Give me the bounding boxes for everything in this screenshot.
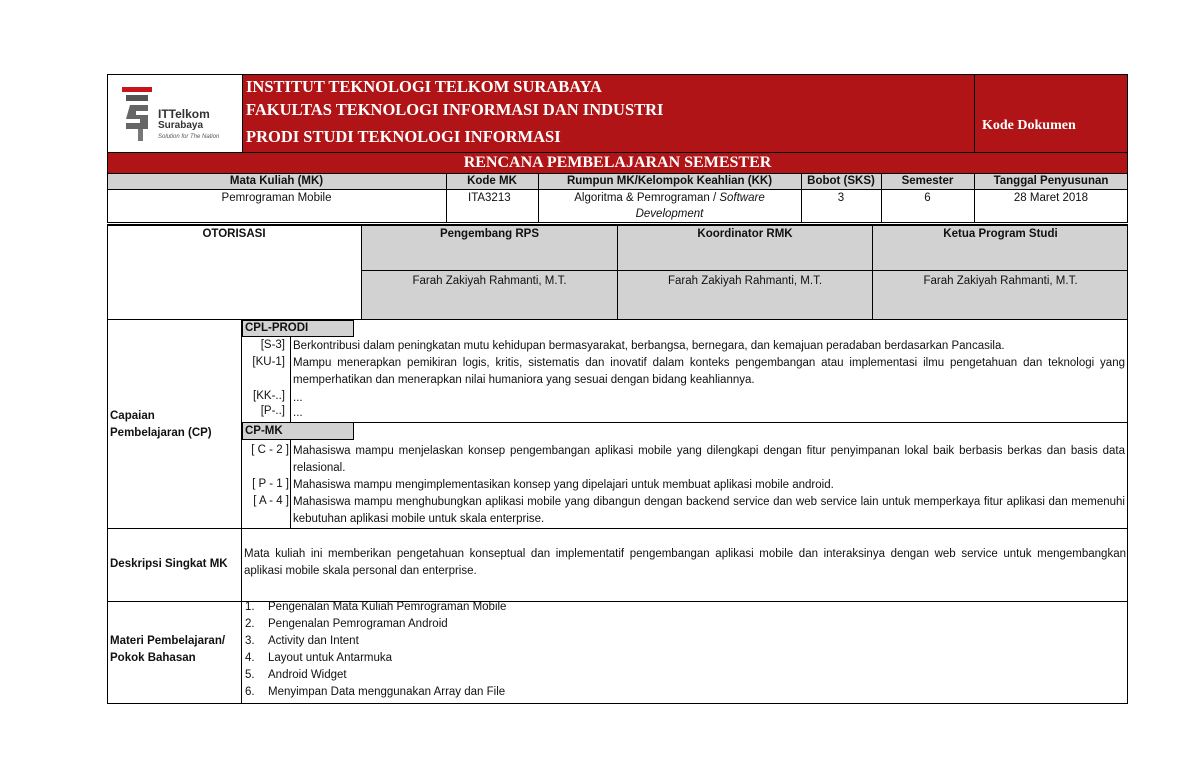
rps-title: RENCANA PEMBELAJARAN SEMESTER [463,154,772,171]
role-rmk-coordinator: Koordinator RMK [697,228,793,240]
cpmk-code: [ A - 4 ] [253,495,289,507]
cp-mk-label: CP-MK [245,425,283,437]
authorization-label: OTORISASI [202,228,266,240]
cpmk-text: Mahasiswa mampu mengimplementasikan konsep yang dipelajari untuk membuat aplikasi mobile android. [293,479,834,491]
cpl-code: [KU-1] [252,356,285,368]
material-item: Pengenalan Mata Kuliah Pemrograman Mobile [268,601,507,613]
course-name-value: Pemrograman Mobile [221,192,332,204]
cpl-code: [KK-..] [253,390,285,402]
material-number: 2. [245,618,255,630]
cpl-text: ... [293,392,303,404]
materials-section [107,601,1128,704]
header-course-credits: Bobot (SKS) [807,175,875,187]
course-cluster-value [538,192,801,204]
material-item: Layout untuk Antarmuka [268,652,393,664]
course-semester-value: 6 [924,192,931,204]
cpmk-text: Mahasiswa mampu menjelaskan konsep pengembangan aplikasi mobile yang dilengkapi dengan fitur penyimpanan lokal baik berbasis berkas dan basis data relasional. [293,445,1125,474]
material-item: Menyimpan Data menggunakan Array dan File [268,686,506,698]
cpl-prodi-label: CPL-PRODI [245,322,309,334]
material-item: Activity dan Intent [268,635,359,647]
course-cluster-text-a: Algoritma & Pemrograman / [574,192,720,204]
course-credits-value: 3 [837,192,845,204]
logo-brand: ITTelkom [158,107,210,121]
name-rps-developer: Farah Zakiyah Rahmanti, M.T. [412,275,567,287]
rps-banner [107,152,1128,174]
course-code-value: ITA3213 [468,192,511,204]
header-course-name: Mata Kuliah (MK) [229,175,324,187]
header-course-date: Tanggal Penyusunan [993,175,1109,187]
document-code-cell [974,74,1128,153]
cpmk-text: Mahasiswa mampu menghubungkan aplikasi mobile yang dibangun dengan backend service dan web service lain untuk memperkaya fitur aplikasi dan memenuhi kebutuhan aplikasi mobile untuk skala enterprise. [293,496,1125,525]
logo-city: Surabaya [158,120,204,131]
role-program-head: Ketua Program Studi [943,228,1058,240]
cpl-text: ... [293,407,303,419]
document-code-label: Kode Dokumen [982,118,1076,133]
cpl-text: Mampu menerapkan pemikiran logis, kritis, sistematis dan inovatif dalam konteks pengembangan atau implementasi ilmu pengetahuan dan teknologi yang memperhatikan dan menerapkan nilai humaniora yang sesuai dengan bidang keahliannya. [293,357,1125,386]
name-program-head: Farah Zakiyah Rahmanti, M.T. [923,275,1078,287]
description-label: Deskripsi Singkat MK [110,558,228,570]
material-number: 1. [245,601,255,613]
logo-cell [107,74,243,153]
cp-mk-header [242,422,354,440]
materials-label-line1: Materi Pembelajaran/ [110,635,226,647]
faculty-name: FAKULTAS TEKNOLOGI INFORMASI DAN INDUSTRI [246,100,664,119]
header-course-semester: Semester [901,175,954,187]
cpmk-code: [ P - 1 ] [252,478,289,490]
cpl-code: [S-3] [260,339,285,351]
program-name: PRODI STUDI TEKNOLOGI INFORMASI [246,127,561,146]
cpmk-code: [ C - 2 ] [251,444,289,456]
institute-name: INSTITUT TEKNOLOGI TELKOM SURABAYA [246,77,602,96]
cpl-prodi-header [242,320,354,337]
header-course-code: Kode MK [467,175,517,187]
cpl-code: [P-..] [260,405,285,417]
course-cluster-text-c: Development [635,208,704,220]
material-item: Pengenalan Pemrograman Android [268,618,448,630]
cpl-text: Berkontribusi dalam peningkatan mutu kehidupan bermasyarakat, berbangsa, bernegara, dan kemajuan peradaban berdasarkan Pancasila. [293,340,1005,352]
cp-label-line1: Capaian [110,410,155,422]
institution-header [242,74,975,153]
material-number: 4. [245,652,255,664]
header-course-cluster: Rumpun MK/Kelompok Keahlian (KK) [566,175,773,187]
description-text: Mata kuliah ini memberikan pengetahuan konseptual dan implementatif pengembangan aplikasi mobile dan interaksinya dengan web service untuk mengembangkan aplikasi mobile skala personal dan enterprise. [244,548,1126,577]
course-cluster-text-b: Software [719,192,765,204]
role-rps-developer: Pengembang RPS [439,228,540,240]
logo-tagline: Solution for The Nation [158,134,220,140]
material-number: 5. [245,669,255,681]
material-number: 6. [245,686,255,698]
material-item: Android Widget [268,669,347,681]
name-rmk-coordinator: Farah Zakiyah Rahmanti, M.T. [667,275,823,287]
ittelkom-logo-icon [120,85,160,145]
cp-label-line2: Pembelajaran (CP) [110,427,212,439]
course-date-value: 28 Maret 2018 [1013,192,1089,204]
materials-label-line2: Pokok Bahasan [110,652,196,664]
material-number: 3. [245,635,255,647]
course-cluster-value-line2 [538,208,801,220]
